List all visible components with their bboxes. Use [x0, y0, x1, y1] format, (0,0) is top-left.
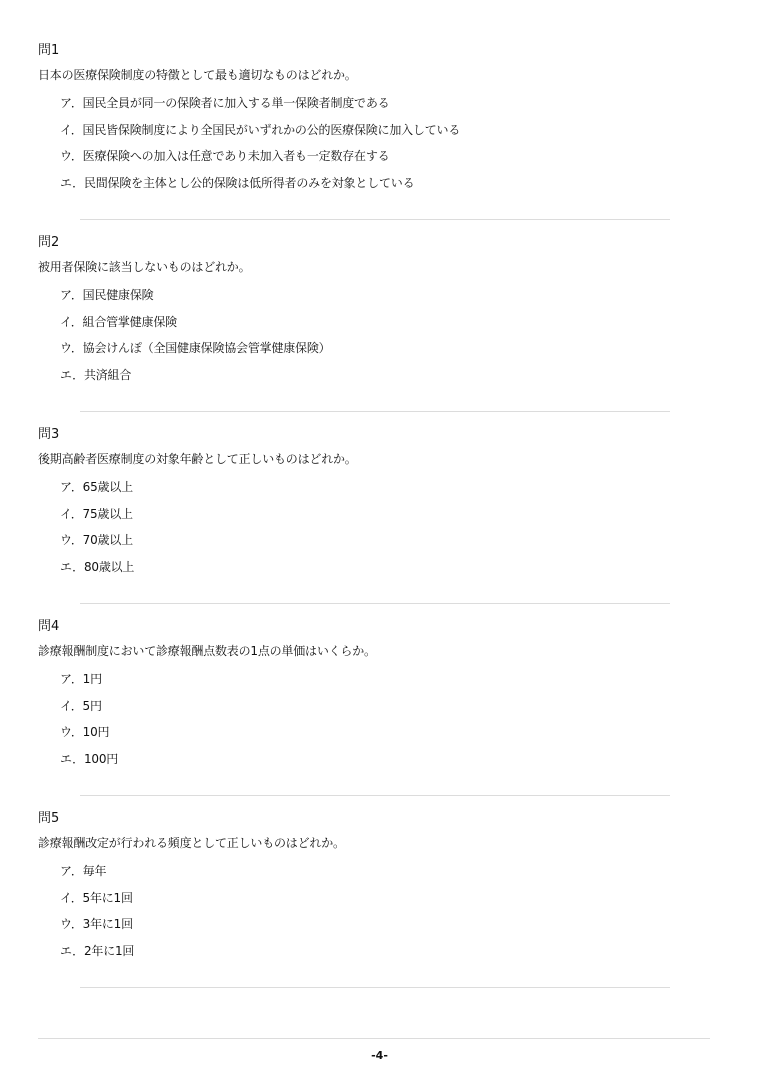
question-text: 日本の医療保険制度の特徴として最も適切なものはどれか。: [38, 68, 357, 82]
question-1: [38, 43, 678, 201]
question-4: [38, 619, 678, 777]
section-divider: [80, 603, 670, 604]
answer-option-e: エ．民間保険を主体とし公的保険は低所得者のみを対象としている: [60, 175, 415, 190]
answer-option-i: イ．組合管掌健康保険: [60, 314, 177, 329]
answer-option-a: ア．国民健康保険: [60, 288, 154, 302]
section-divider: [80, 411, 670, 412]
answer-option-i: イ．5年に1回: [60, 890, 133, 905]
section-divider: [80, 987, 670, 988]
answer-options: [38, 95, 678, 201]
question-text: 診療報酬改定が行われる頻度として正しいものはどれか。: [38, 836, 345, 850]
answer-option-a: ア．65歳以上: [60, 480, 133, 494]
answer-option-u: ウ．3年に1回: [60, 917, 133, 931]
question-text: 後期高齢者医療制度の対象年齢として正しいものはどれか。: [38, 452, 357, 466]
answer-option-u: ウ．10円: [60, 725, 110, 739]
answer-option-i: イ．国民皆保険制度により全国民がいずれかの公的医療保険に加入している: [60, 122, 461, 137]
answer-option-i: イ．5円: [60, 698, 102, 713]
answer-options: [38, 479, 678, 585]
question-number: 問5: [38, 811, 60, 826]
question-number: 問4: [38, 619, 60, 634]
answer-option-a: ア．1円: [60, 672, 102, 686]
question-number: 問2: [38, 235, 60, 250]
question-text: 被用者保険に該当しないものはどれか。: [38, 260, 251, 274]
answer-option-a: ア．国民全員が同一の保険者に加入する単一保険者制度である: [60, 96, 390, 110]
section-divider: [80, 795, 670, 796]
answer-options: [38, 863, 678, 969]
question-3: [38, 427, 678, 585]
answer-option-i: イ．75歳以上: [60, 506, 133, 521]
answer-option-e: エ．共済組合: [60, 367, 132, 382]
question-5: [38, 811, 678, 969]
answer-option-u: ウ．70歳以上: [60, 533, 133, 547]
answer-option-u: ウ．医療保険への加入は任意であり未加入者も一定数存在する: [60, 149, 390, 163]
answer-option-a: ア．毎年: [60, 864, 107, 878]
section-divider: [80, 219, 670, 220]
footer-rule: [38, 1038, 710, 1039]
answer-options: [38, 287, 678, 393]
question-2: [38, 235, 678, 393]
answer-options: [38, 671, 678, 777]
answer-option-e: エ．80歳以上: [60, 559, 135, 574]
question-text: 診療報酬制度において診療報酬点数表の1点の単価はいくらか。: [38, 644, 376, 658]
question-number: 問1: [38, 43, 60, 58]
answer-option-e: エ．100円: [60, 751, 119, 766]
question-number: 問3: [38, 427, 60, 442]
answer-option-u: ウ．協会けんぽ（全国健康保険協会管掌健康保険）: [60, 341, 331, 355]
page-number: -4-: [371, 1049, 388, 1062]
answer-option-e: エ．2年に1回: [60, 943, 135, 958]
